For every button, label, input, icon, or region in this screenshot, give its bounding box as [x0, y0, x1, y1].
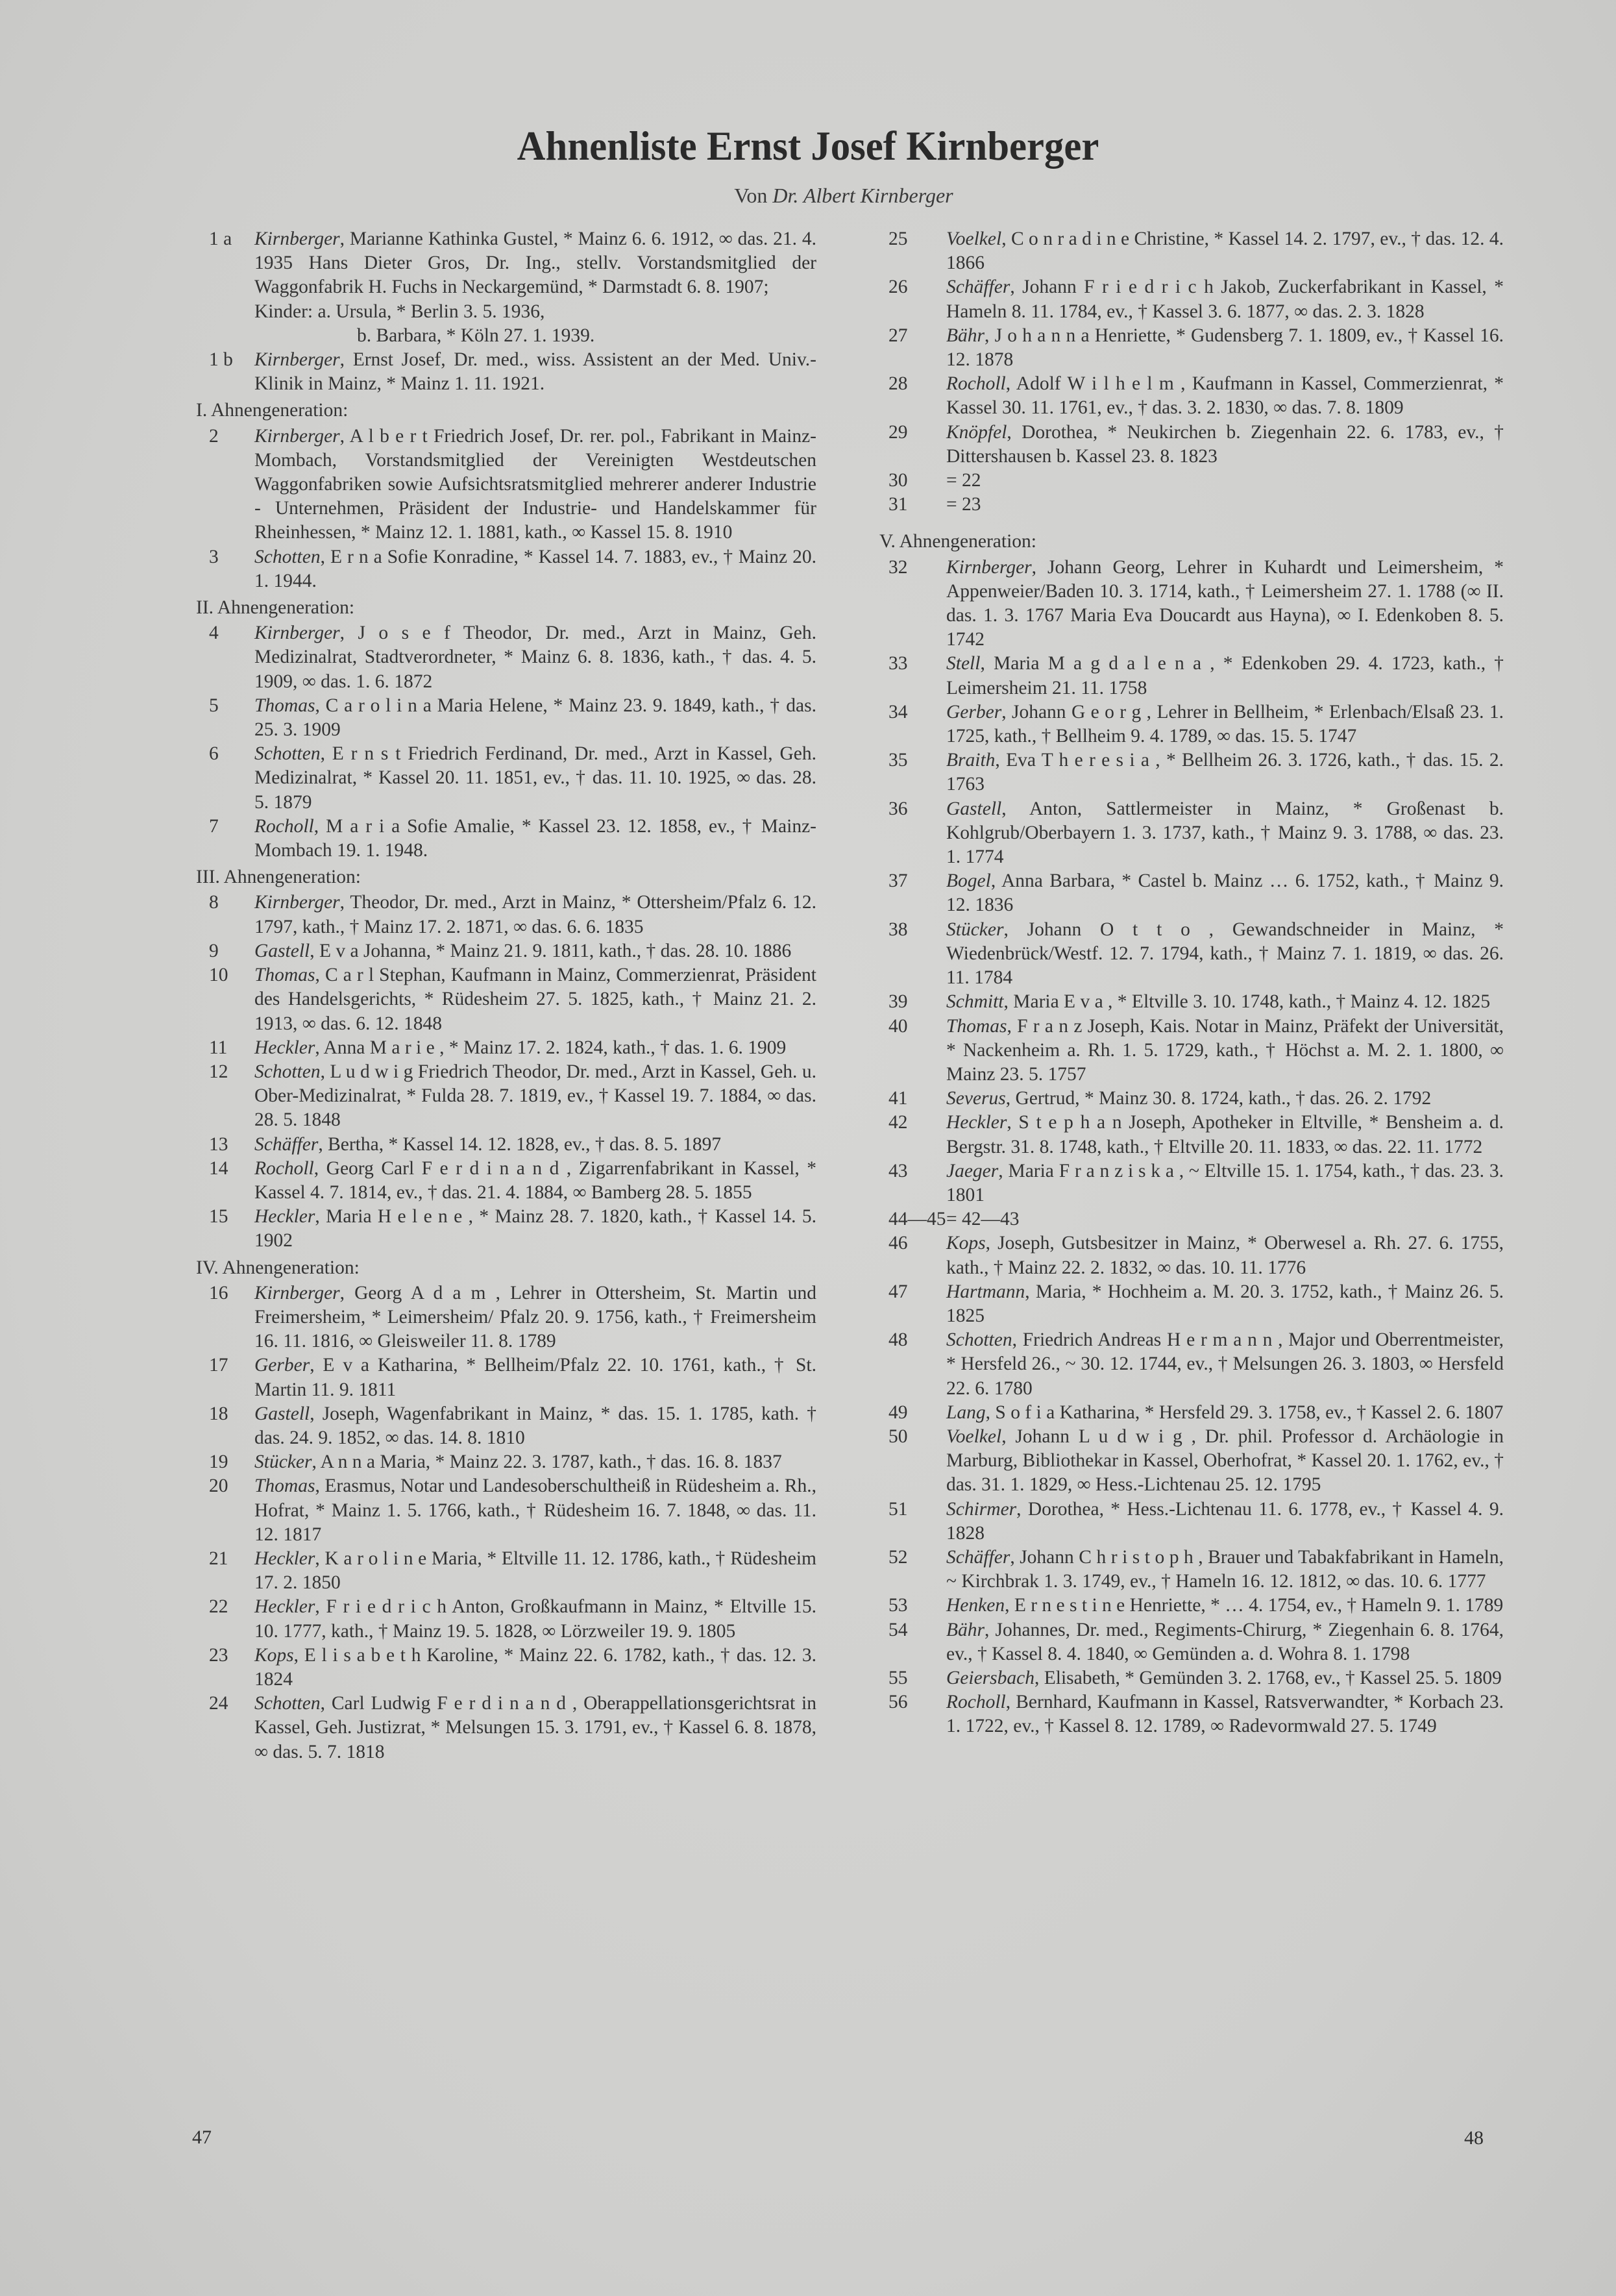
entry-number: 16	[209, 1282, 228, 1303]
entry-details: , Johann G e o r g , Lehrer in Bellheim, * Erlenbach/Elsaß 23. 1. 1725, kath., † Bellheim 9. 4. 1789, ∞ das. 15. 5. 1747	[946, 701, 1504, 747]
entry-text	[254, 1060, 816, 1133]
entry-text	[254, 1402, 816, 1450]
entry-number: 25	[888, 228, 908, 249]
entry-details: , A n n a Maria, * Mainz 22. 3. 1787, kath., † das. 16. 8. 1837	[312, 1451, 782, 1473]
entry-details: b. Barbara, * Köln 27. 1. 1939.	[357, 325, 595, 346]
ancestor-entry	[879, 1231, 1504, 1279]
surname: Schotten	[946, 1329, 1012, 1351]
entry-text	[254, 742, 816, 815]
entry-number: 31	[888, 494, 908, 515]
ancestor-entry	[190, 1402, 816, 1450]
ancestor-entry	[879, 1280, 1504, 1328]
surname: Voelkel	[946, 228, 1002, 249]
entry-text	[946, 1231, 1504, 1279]
entry-number: 3	[209, 546, 219, 567]
surname: Gerber	[254, 1355, 310, 1376]
entry-details: , Johann O t t o , Gewandschneider in Mainz, * Wiedenbrück/Westf. 12. 7. 1794, kath., † Mainz 7. 1. 1819, ∞ das. 26. 11. 1784	[946, 919, 1504, 989]
entry-text	[946, 493, 1504, 517]
entry-text	[946, 556, 1504, 652]
page-title: Ahnenliste Ernst Josef Kirnberger	[517, 123, 1099, 169]
ancestor-entry	[879, 556, 1504, 652]
entry-details: Kinder: a. Ursula, * Berlin 3. 5. 1936,	[254, 301, 545, 322]
entry-text	[254, 939, 816, 963]
surname: Kirnberger	[254, 623, 340, 644]
entry-text	[254, 891, 816, 939]
entry-details: , Elisabeth, * Gemünden 3. 2. 1768, ev., † Kassel 25. 5. 1809	[1034, 1667, 1502, 1688]
entry-details: , F r a n z Joseph, Kais. Notar in Mainz, Präfekt der Universität, * Nackenheim a. Rh. 1. 5. 1729, kath., † Höchst a. M. 2. 1. 1800, ∞ Mainz 23. 5. 1757	[946, 1015, 1504, 1085]
entry-text	[254, 621, 816, 694]
entry-number: 15	[209, 1206, 228, 1228]
entry-details: , E v a Katharina, * Bellheim/Pfalz 22. 10. 1761, kath., † St. Martin 11. 9. 1811	[254, 1355, 816, 1400]
ancestor-entry	[190, 348, 816, 396]
surname: Kops	[254, 1644, 294, 1666]
ancestor-entry	[879, 1594, 1504, 1618]
surname: Thomas	[254, 695, 315, 716]
surname: Knöpfel	[946, 421, 1007, 443]
entry-number: 47	[888, 1281, 908, 1302]
entry-details: , Gertrud, * Mainz 30. 8. 1724, kath., † das. 26. 2. 1792	[1005, 1088, 1432, 1109]
entry-number: 39	[888, 991, 908, 1013]
entry-number: 53	[888, 1595, 908, 1616]
entry-number: 24	[209, 1693, 228, 1714]
surname: Bähr	[946, 1619, 985, 1640]
surname: Kirnberger	[254, 228, 340, 249]
entry-text	[946, 1111, 1504, 1159]
surname: Schotten	[254, 1693, 321, 1714]
entry-details: , Adolf W i l h e l m , Kaufmann in Kassel, Commerzienrat, * Kassel 30. 11. 1761, ev., † das. 3. 2. 1830, ∞ das. 7. 8. 1809	[946, 373, 1504, 419]
ancestor-entry	[879, 324, 1504, 372]
ancestor-entry	[879, 1690, 1504, 1738]
ancestor-entry	[879, 918, 1504, 991]
ancestor-entry	[190, 1133, 816, 1157]
ancestor-entry	[190, 1450, 816, 1474]
entry-text	[254, 1133, 816, 1157]
ancestor-entry	[190, 621, 816, 694]
entry-text	[254, 1595, 816, 1643]
entry-text	[946, 227, 1504, 275]
entry-details: , J o s e f Theodor, Dr. med., Arzt in Mainz, Geh. Medizinalrat, Stadtverordneter, * Mainz 6. 8. 1836, kath., † das. 4. 5. 1909, ∞ das. 1. 6. 1872	[254, 623, 816, 692]
ancestor-entry	[190, 545, 816, 593]
entry-details: , Bertha, * Kassel 14. 12. 1828, ev., † das. 8. 5. 1897	[318, 1133, 722, 1155]
entry-text	[946, 1594, 1504, 1618]
entry-number: 52	[888, 1546, 908, 1568]
ancestor-entry	[190, 1547, 816, 1595]
entry-number: 1 a	[209, 228, 232, 249]
author-name: Dr. Albert Kirnberger	[772, 184, 953, 207]
entry-number: 32	[888, 556, 908, 578]
entry-number	[190, 324, 254, 348]
entry-number: 26	[888, 277, 908, 298]
surname: Rocholl	[254, 1157, 314, 1179]
entry-number: 29	[888, 421, 908, 443]
entry-text	[946, 1280, 1504, 1328]
ancestor-entry	[879, 1546, 1504, 1594]
right-column	[879, 227, 1504, 1739]
entry-details: = 22	[946, 470, 981, 491]
entry-number: 44—45	[888, 1209, 946, 1230]
entry-details: , K a r o l i n e Maria, * Eltville 11. 12. 1786, kath., † Rüdesheim 17. 2. 1850	[254, 1548, 816, 1594]
entry-text	[946, 275, 1504, 323]
entry-details: , Joseph, Gutsbesitzer in Mainz, * Oberwesel a. Rh. 27. 6. 1755, kath., † Mainz 22. 2. 1832, ∞ das. 10. 11. 1776	[946, 1233, 1504, 1278]
entry-number: 11	[209, 1037, 228, 1058]
surname: Stücker	[254, 1451, 312, 1473]
entry-number: 4	[209, 623, 219, 644]
surname: Stücker	[946, 919, 1004, 940]
surname: Schotten	[254, 743, 321, 765]
entry-number: 35	[888, 750, 908, 771]
reference-entry	[879, 1207, 1504, 1231]
ancestor-entry	[190, 939, 816, 963]
ancestor-entry	[879, 1328, 1504, 1401]
entry-text	[254, 425, 816, 545]
entry-number: 42	[888, 1112, 908, 1133]
entry-details: , E l i s a b e t h Karoline, * Mainz 22. 6. 1782, kath., † das. 12. 3. 1824	[254, 1644, 816, 1690]
entry-number: 37	[888, 870, 908, 892]
entry-details: , F r i e d r i c h Anton, Großkaufmann in Mainz, * Eltville 15. 10. 1777, kath., † Mainz 19. 5. 1828, ∞ Lörzweiler 19. 9. 1805	[254, 1596, 816, 1642]
ancestor-entry	[879, 990, 1504, 1014]
entry-details: , Eva T h e r e s i a , * Bellheim 26. 3. 1726, kath., † das. 15. 2. 1763	[946, 750, 1504, 795]
entry-number: 33	[888, 653, 908, 674]
ancestor-entry	[879, 1618, 1504, 1666]
entry-text	[254, 1692, 816, 1764]
ancestor-entry	[879, 372, 1504, 420]
entry-text	[254, 545, 816, 593]
entry-details: , Johann F r i e d r i c h Jakob, Zuckerfabrikant in Kassel, * Hameln 8. 11. 1784, ev., † Kassel 3. 6. 1877, ∞ das. 2. 3. 1828	[946, 277, 1504, 322]
ancestor-entry	[879, 1401, 1504, 1425]
entry-details: , Johannes, Dr. med., Regiments-Chirurg, * Ziegenhain 6. 8. 1764, ev., † Kassel 8. 4. 1840, ∞ Gemünden a. d. Wohra 8. 1. 1798	[946, 1619, 1504, 1664]
entry-details: , Erasmus, Notar und Landesoberschultheiß in Rüdesheim a. Rh., Hofrat, * Mainz 1. 5. 1766, kath., † Rüdesheim 16. 7. 1848, ∞ das. 11. 12. 1817	[254, 1475, 816, 1545]
entry-details: , Maria F r a n z i s k a , ~ Eltville 15. 1. 1754, kath., † das. 23. 3. 1801	[946, 1160, 1504, 1205]
surname: Henken	[946, 1595, 1005, 1616]
surname: Schäffer	[254, 1133, 319, 1155]
entry-details: , C a r l Stephan, Kaufmann in Mainz, Commerzienrat, Präsident des Handelsgerichts, * Rüdesheim 27. 5. 1825, kath., † Mainz 21. 2. 1913, ∞ das. 6. 12. 1848	[254, 965, 816, 1034]
entry-details: , Carl Ludwig F e r d i n a n d , Oberappellationsgerichtsrat in Kassel, Geh. Justizrat, * Melsungen 15. 3. 1791, ev., † Kassel 6. 8. 1878, ∞ das. 5. 7. 1818	[254, 1693, 816, 1762]
entry-details: , Johann Georg, Lehrer in Kuhardt und Leimersheim, * Appenweier/Baden 10. 3. 1714, kath., † Leimersheim 27. 1. 1788 (∞ II. das. 1. 3. 1767 Maria Eva Doucardt aus Hayna), ∞ I. Edenkoben 8. 5. 1742	[946, 556, 1504, 650]
surname: Schäffer	[946, 1546, 1010, 1568]
surname: Heckler	[254, 1037, 315, 1058]
entry-details: , Friedrich Andreas H e r m a n n , Major und Oberrentmeister, * Hersfeld 26., ~ 30. 12. 1744, ev., † Melsungen 26. 3. 1803, ∞ Hersfeld 22. 6. 1780	[946, 1329, 1504, 1399]
entry-text	[254, 694, 816, 742]
ancestor-entry	[879, 652, 1504, 700]
surname: Kirnberger	[254, 892, 340, 913]
entry-details: , Dorothea, * Hess.-Lichtenau 11. 6. 1778, ev., † Kassel 4. 9. 1828	[946, 1498, 1504, 1544]
entry-details: , S o f i a Katharina, * Hersfeld 29. 3. 1758, ev., † Kassel 2. 6. 1807	[985, 1401, 1504, 1423]
entry-text	[946, 1666, 1504, 1690]
entry-number: 38	[888, 919, 908, 940]
entry-text	[946, 1328, 1504, 1401]
ancestor-entry	[879, 1425, 1504, 1498]
ancestor-entry	[879, 421, 1504, 469]
entry-text	[946, 372, 1504, 420]
entry-number: 34	[888, 701, 908, 722]
entry-text	[946, 1087, 1504, 1111]
ancestor-entry	[190, 815, 816, 863]
entry-text	[946, 1207, 1504, 1231]
entry-details: , A l b e r t Friedrich Josef, Dr. rer. pol., Fabrikant in Mainz-Mombach, Vorstandsmitglied der Vereinigten Westdeutschen Waggonfabriken sowie Aufsichtsratsmitglied mehrerer anderer Industrie - Unternehmen, Präsident der Industrie- und Handelskammer für Rheinhessen, * Mainz 12. 1. 1881, kath., ∞ Kassel 15. 8. 1910	[254, 425, 816, 543]
entry-text	[254, 1450, 816, 1474]
surname: Kirnberger	[946, 556, 1032, 578]
entry-text	[946, 1401, 1504, 1425]
ancestor-entry	[879, 700, 1504, 748]
entry-text	[946, 748, 1504, 796]
entry-number: 21	[209, 1548, 228, 1569]
ancestor-entry	[879, 227, 1504, 275]
surname: Geiersbach	[946, 1667, 1034, 1688]
surname: Gerber	[946, 701, 1002, 722]
ancestor-entry	[190, 1595, 816, 1643]
surname: Heckler	[946, 1112, 1007, 1133]
surname: Stell	[946, 653, 981, 674]
entry-number: 6	[209, 743, 219, 765]
ancestor-entry	[190, 425, 816, 545]
entry-details: , Dorothea, * Neukirchen b. Ziegenhain 22. 6. 1783, ev., † Dittershausen b. Kassel 23. 8. 1823	[946, 421, 1504, 467]
entry-number: 23	[209, 1644, 228, 1666]
ancestor-entry	[190, 1474, 816, 1547]
entry-details: , C a r o l i n a Maria Helene, * Mainz 23. 9. 1849, kath., † das. 25. 3. 1909	[254, 695, 816, 741]
entry-text	[946, 918, 1504, 991]
surname: Kops	[946, 1233, 986, 1254]
entry-number: 13	[209, 1133, 228, 1155]
entry-number: 9	[209, 940, 219, 961]
author-prefix: Von	[734, 184, 768, 207]
surname: Schmitt	[946, 991, 1004, 1013]
entry-details: , S t e p h a n Joseph, Apotheker in Eltville, * Bensheim a. d. Bergstr. 31. 8. 1748, kath., † Eltville 20. 11. 1833, ∞ das. 22. 11. 1772	[946, 1112, 1504, 1157]
entry-number: 1 b	[209, 349, 233, 371]
surname: Schäffer	[946, 277, 1010, 298]
page-number-left: 47	[192, 2127, 212, 2148]
entry-number: 41	[888, 1088, 908, 1109]
ancestor-entry	[190, 1036, 816, 1060]
entry-details: , Marianne Kathinka Gustel, * Mainz 6. 6. 1912, ∞ das. 21. 4. 1935 Hans Dieter Gros, Dr. Ing., stellv. Vorstandsmitglied der Waggonfabrik H. Fuchs in Neckargemünd, * Darmstadt 6. 8. 1907;	[254, 228, 816, 298]
surname: Gastell	[946, 798, 1002, 819]
entry-number: 51	[888, 1498, 908, 1520]
entry-details: , E r n s t Friedrich Ferdinand, Dr. med., Arzt in Kassel, Geh. Medizinalrat, * Kassel 20. 11. 1851, ev., † das. 11. 10. 1925, ∞ das. 28. 5. 1879	[254, 743, 816, 813]
entry-number: 30	[888, 470, 908, 491]
ancestor-entry	[879, 869, 1504, 917]
surname: Bähr	[946, 325, 985, 346]
surname: Thomas	[946, 1015, 1007, 1037]
surname: Rocholl	[946, 1692, 1006, 1713]
entry-text	[254, 348, 816, 396]
entry-number	[190, 300, 254, 324]
surname: Bogel	[946, 870, 991, 892]
entry-text	[946, 324, 1504, 372]
ancestor-entry	[190, 300, 816, 324]
entry-text	[254, 1644, 816, 1692]
entry-number: 40	[888, 1015, 908, 1037]
entry-number: 54	[888, 1619, 908, 1640]
generation-heading: V. Ahnengeneration:	[879, 531, 1036, 552]
surname: Schotten	[254, 1061, 321, 1082]
entry-text	[254, 227, 816, 300]
surname: Thomas	[254, 965, 315, 986]
reference-entry	[879, 493, 1504, 517]
ancestor-entry	[190, 1205, 816, 1253]
entry-number: 14	[209, 1157, 228, 1179]
entry-number: 10	[209, 965, 228, 986]
entry-details: , Johann L u d w i g , Dr. phil. Professor d. Archäologie in Marburg, Bibliothekar in Kassel, Oberhofrat, * Kassel 20. 1. 1762, ev., † das. 31. 1. 1829, ∞ Hess.-Lichtenau 25. 12. 1795	[946, 1426, 1504, 1496]
surname: Jaeger	[946, 1160, 999, 1181]
surname: Heckler	[254, 1548, 315, 1569]
entry-details: , E r n a Sofie Konradine, * Kassel 14. 7. 1883, ev., † Mainz 20. 1. 1944.	[254, 546, 816, 591]
surname: Kirnberger	[254, 425, 340, 447]
surname: Schirmer	[946, 1498, 1017, 1520]
entry-text	[946, 1618, 1504, 1666]
surname: Rocholl	[254, 815, 314, 837]
entry-text	[946, 1498, 1504, 1546]
ancestor-entry	[190, 891, 816, 939]
entry-number: 48	[888, 1329, 908, 1351]
entry-number: 7	[209, 815, 219, 837]
ancestor-entry	[190, 1060, 816, 1133]
surname: Schotten	[254, 546, 321, 567]
entry-details: , Theodor, Dr. med., Arzt in Mainz, * Ottersheim/Pfalz 6. 12. 1797, kath., † Mainz 17. 2. 1871, ∞ das. 6. 6. 1835	[254, 892, 816, 937]
entry-number: 36	[888, 798, 908, 819]
entry-text	[254, 1157, 816, 1205]
entry-text	[254, 963, 816, 1036]
generation-heading: I. Ahnengeneration:	[196, 400, 349, 421]
generation-heading: III. Ahnengeneration:	[196, 867, 361, 888]
ancestor-entry	[879, 748, 1504, 796]
author-line	[0, 184, 1616, 208]
entry-details: , Anna M a r i e , * Mainz 17. 2. 1824, kath., † das. 1. 6. 1909	[315, 1037, 787, 1058]
entry-text	[254, 815, 816, 863]
surname: Kirnberger	[254, 349, 340, 371]
entry-number: 56	[888, 1692, 908, 1713]
entry-text	[946, 1690, 1504, 1738]
entry-details: , Maria H e l e n e , * Mainz 28. 7. 1820, kath., † Kassel 14. 5. 1902	[254, 1206, 816, 1252]
surname: Heckler	[254, 1596, 315, 1618]
entry-text	[946, 1546, 1504, 1594]
entry-details: , Anton, Sattlermeister in Mainz, * Großenast b. Kohlgrub/Oberbayern 1. 3. 1737, kath., † Mainz 9. 3. 1788, ∞ das. 23. 1. 1774	[946, 798, 1504, 868]
ancestor-entry	[879, 1015, 1504, 1087]
ancestor-entry	[190, 1692, 816, 1764]
entry-details: , Ernst Josef, Dr. med., wiss. Assistent an der Med. Univ.-Klinik in Mainz, * Mainz 1. 11. 1921.	[254, 349, 816, 395]
entry-details: , Maria E v a , * Eltville 3. 10. 1748, kath., † Mainz 4. 12. 1825	[1003, 991, 1491, 1013]
entry-text	[254, 1474, 816, 1547]
entry-number: 27	[888, 325, 908, 346]
entry-details: , J o h a n n a Henriette, * Gudensberg 7. 1. 1809, ev., † Kassel 16. 12. 1878	[946, 325, 1504, 371]
ancestor-entry	[190, 1353, 816, 1401]
entry-number: 19	[209, 1451, 228, 1473]
entry-text	[946, 1159, 1504, 1207]
ancestor-entry	[879, 1666, 1504, 1690]
entry-text	[254, 1353, 816, 1401]
entry-details: = 42—43	[946, 1209, 1020, 1230]
surname: Hartmann	[946, 1281, 1025, 1302]
surname: Heckler	[254, 1206, 315, 1228]
entry-text	[946, 700, 1504, 748]
entry-details: , Joseph, Wagenfabrikant in Mainz, * das. 15. 1. 1785, kath. † das. 24. 9. 1852, ∞ das. 14. 8. 1810	[254, 1403, 816, 1448]
surname: Braith	[946, 750, 996, 771]
ancestor-entry	[879, 1498, 1504, 1546]
entry-number: 22	[209, 1596, 228, 1618]
entry-text	[254, 1036, 816, 1060]
entry-details: = 23	[946, 494, 981, 515]
ancestor-entry	[879, 797, 1504, 870]
entry-text	[254, 1281, 816, 1354]
ancestor-entry	[190, 742, 816, 815]
entry-text	[946, 1425, 1504, 1498]
entry-text	[946, 990, 1504, 1014]
surname: Gastell	[254, 1403, 310, 1424]
entry-number: 18	[209, 1403, 228, 1424]
entry-details: , E v a Johanna, * Mainz 21. 9. 1811, kath., † das. 28. 10. 1886	[310, 940, 792, 961]
ancestor-entry	[879, 1111, 1504, 1159]
surname: Kirnberger	[254, 1282, 340, 1303]
entry-text	[254, 1547, 816, 1595]
surname: Voelkel	[946, 1426, 1002, 1447]
ancestor-entry	[190, 694, 816, 742]
surname: Lang	[946, 1401, 986, 1423]
entry-text	[254, 1205, 816, 1253]
entry-details: , M a r i a Sofie Amalie, * Kassel 23. 12. 1858, ev., † Mainz-Mombach 19. 1. 1948.	[254, 815, 816, 861]
entry-details: , Georg A d a m , Lehrer in Ottersheim, St. Martin und Freimersheim, * Leimersheim/ Pfalz 20. 9. 1756, kath., † Freimersheim 16. 11. 1816, ∞ Gleisweiler 11. 8. 1789	[254, 1282, 816, 1352]
entry-details: , L u d w i g Friedrich Theodor, Dr. med., Arzt in Kassel, Geh. u. Ober-Medizinalrat, * Fulda 28. 7. 1819, ev., † Kassel 19. 7. 1884, ∞ das. 28. 5. 1848	[254, 1061, 816, 1131]
entry-number: 46	[888, 1233, 908, 1254]
entry-number: 12	[209, 1061, 228, 1082]
entry-text	[946, 421, 1504, 469]
ancestor-entry	[879, 1087, 1504, 1111]
generation-heading: II. Ahnengeneration:	[196, 597, 355, 619]
surname: Rocholl	[946, 373, 1006, 395]
ancestor-entry	[190, 227, 816, 300]
ancestor-entry	[190, 963, 816, 1036]
entry-number: 43	[888, 1160, 908, 1181]
entry-text	[946, 1015, 1504, 1087]
entry-details: , Bernhard, Kaufmann in Kassel, Ratsverwandter, * Korbach 23. 1. 1722, ev., † Kassel 8. 12. 1789, ∞ Radevormwald 27. 5. 1749	[946, 1692, 1504, 1737]
entry-number: 49	[888, 1401, 908, 1423]
ancestor-entry	[190, 324, 816, 348]
ancestor-entry	[190, 1157, 816, 1205]
entry-number: 28	[888, 373, 908, 395]
entry-text	[946, 469, 1504, 493]
surname: Gastell	[254, 940, 310, 961]
entry-text	[254, 324, 816, 348]
entry-details: , C o n r a d i n e Christine, * Kassel 14. 2. 1797, ev., † das. 12. 4. 1866	[946, 228, 1504, 274]
generation-heading: IV. Ahnengeneration:	[196, 1257, 360, 1278]
entry-details: , Maria, * Hochheim a. M. 20. 3. 1752, kath., † Mainz 26. 5. 1825	[946, 1281, 1504, 1326]
entry-details: , E r n e s t i n e Henriette, * … 4. 1754, ev., † Hameln 9. 1. 1789	[1005, 1595, 1504, 1616]
entry-details: , Anna Barbara, * Castel b. Mainz … 6. 1752, kath., † Mainz 9. 12. 1836	[946, 870, 1504, 916]
entry-text	[254, 300, 816, 324]
entry-details: , Georg Carl F e r d i n a n d , Zigarrenfabrikant in Kassel, * Kassel 4. 7. 1814, ev., † das. 21. 4. 1884, ∞ Bamberg 28. 5. 1855	[254, 1157, 816, 1203]
entry-number: 5	[209, 695, 219, 716]
ancestor-entry	[879, 275, 1504, 323]
entry-number: 8	[209, 892, 219, 913]
entry-details: , Maria M a g d a l e n a , * Edenkoben 29. 4. 1723, kath., † Leimersheim 21. 11. 1758	[946, 653, 1504, 698]
entry-number: 55	[888, 1667, 908, 1688]
entry-text	[946, 652, 1504, 700]
ancestor-entry	[190, 1644, 816, 1692]
page-number-right: 48	[1464, 2127, 1484, 2149]
entry-number: 20	[209, 1475, 228, 1497]
ancestor-entry	[190, 1281, 816, 1354]
surname: Severus	[946, 1088, 1006, 1109]
entry-number: 50	[888, 1426, 908, 1447]
entry-number: 2	[209, 425, 219, 447]
surname: Thomas	[254, 1475, 315, 1497]
entry-details: , Johann C h r i s t o p h , Brauer und Tabakfabrikant in Hameln, ~ Kirchbrak 1. 3. 1749, ev., † Hameln 16. 12. 1812, ∞ das. 10. 6. 1777	[946, 1546, 1504, 1592]
entry-text	[946, 869, 1504, 917]
ancestor-entry	[879, 1159, 1504, 1207]
left-column	[190, 227, 816, 1764]
reference-entry	[879, 469, 1504, 493]
entry-number: 17	[209, 1355, 228, 1376]
entry-text	[946, 797, 1504, 870]
